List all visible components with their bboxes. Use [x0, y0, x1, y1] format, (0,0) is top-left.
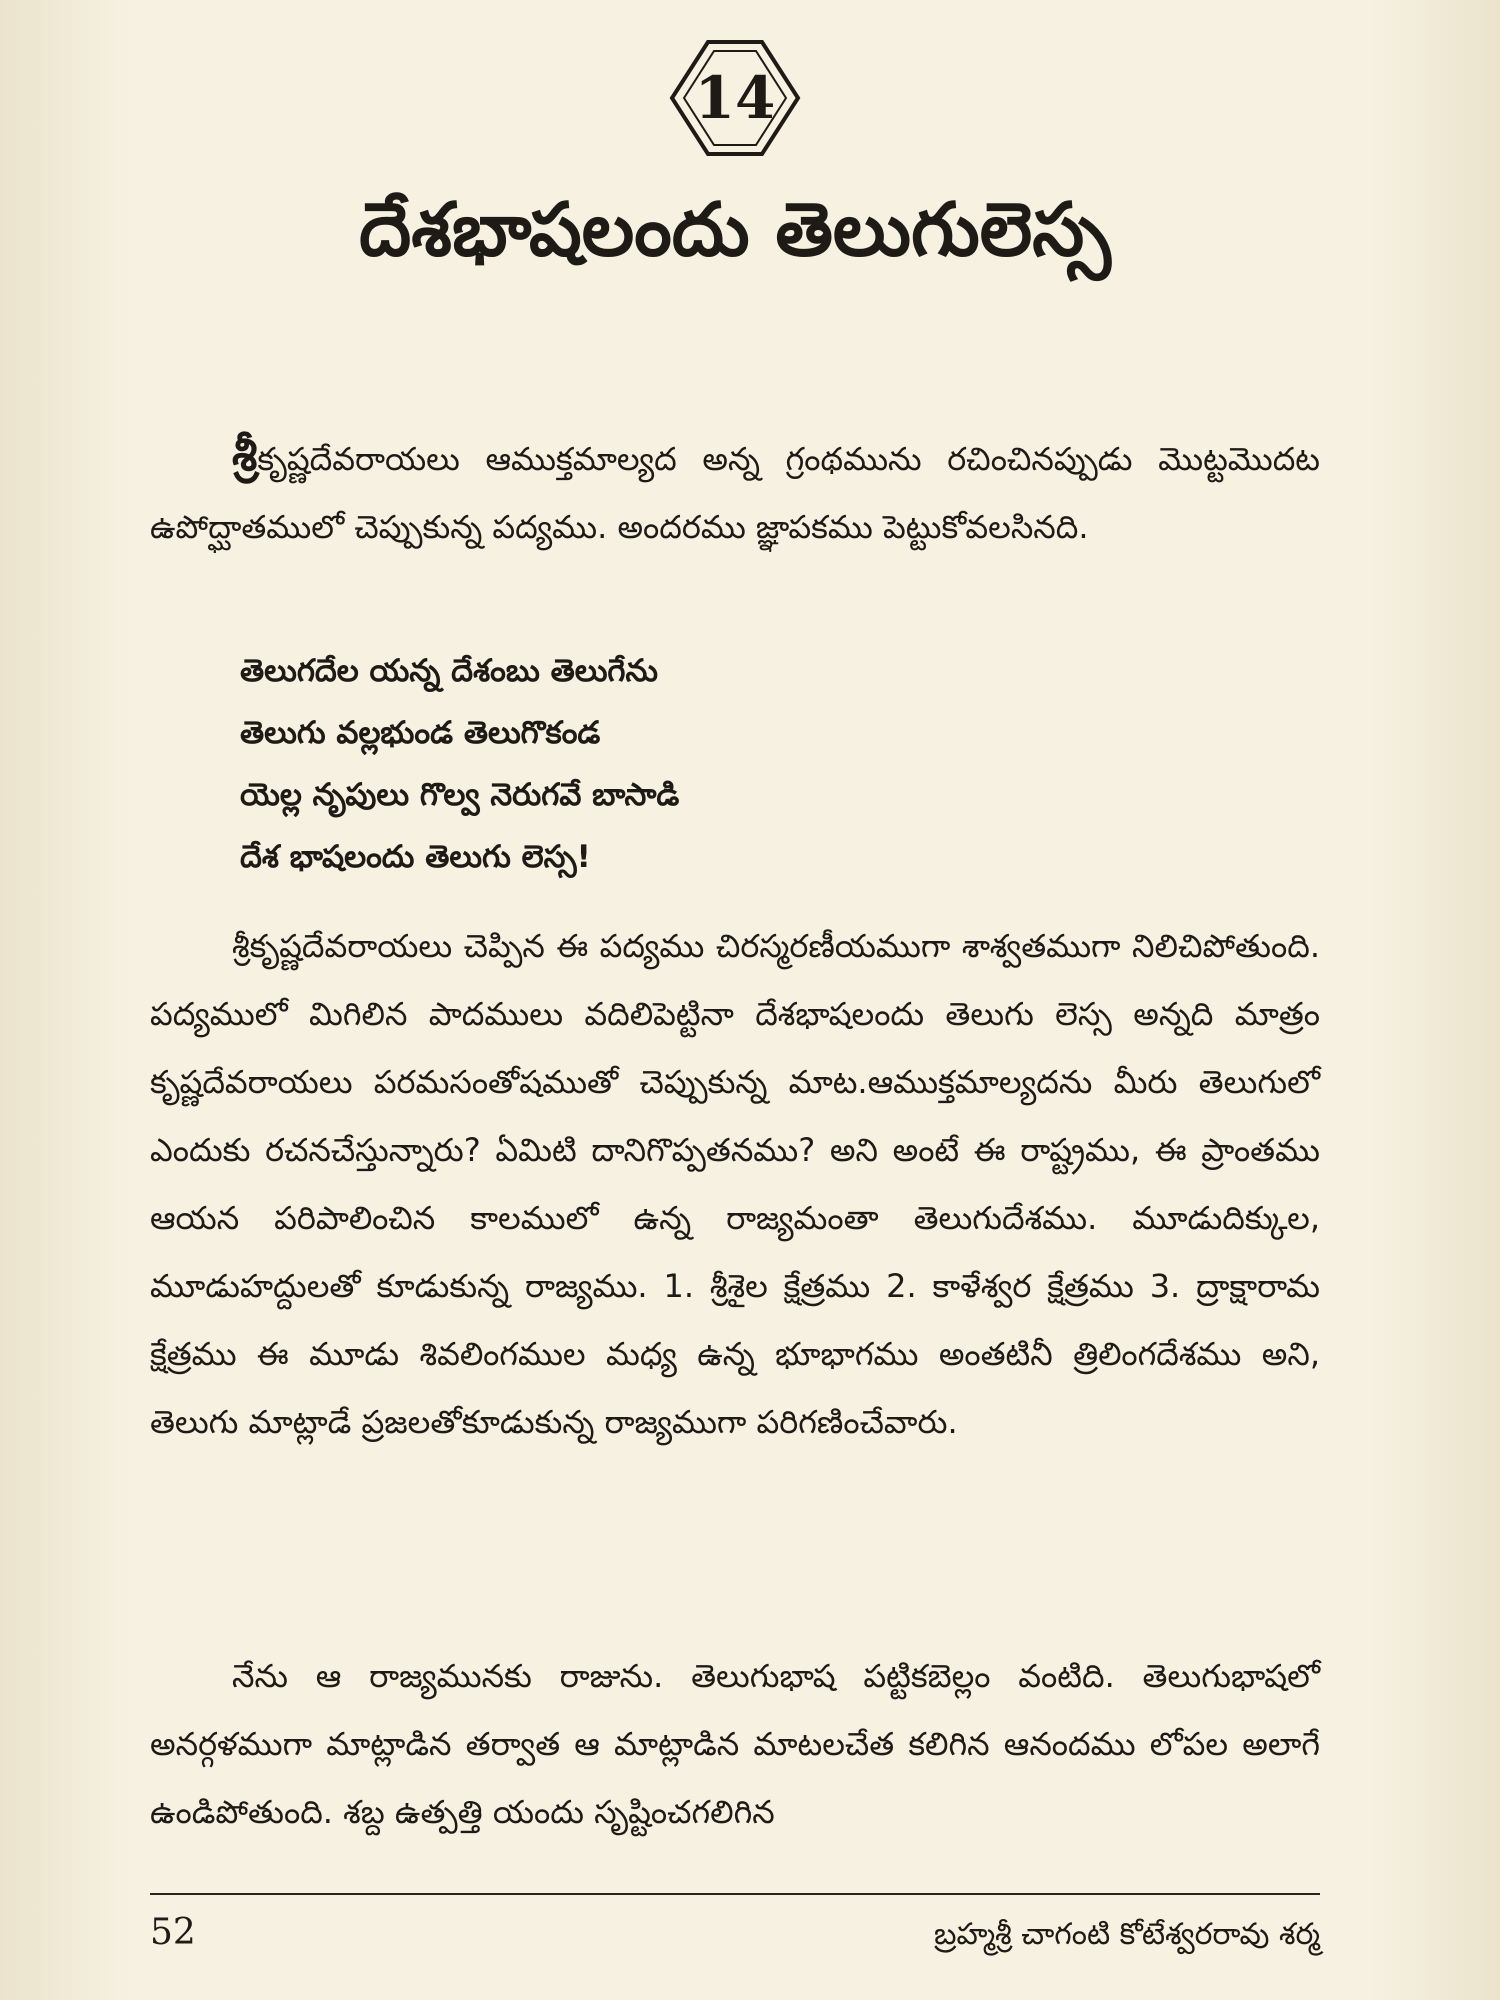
verse-line: తెలుగదేల యన్న దేశంబు తెలుగేను [240, 653, 658, 689]
intro-paragraph [150, 420, 1320, 561]
body-paragraph: నేను ఆ రాజ్యమునకు రాజును. తెలుగుభాష పట్టికబెల్లం వంటిది. తెలుగుభాషలో అనర్గళముగా మాట్లాడిన తర్వాత ఆ మాట్లాడిన మాటలచేత కలిగిన ఆనందము లోపల అలాగే ఉండిపోతుంది. శబ్ద ఉత్పత్తి యందు సృష్టించగలిగిన [150, 1657, 1320, 1831]
running-footer-author: బ్రహ్మశ్రీ చాగంటి కోటేశ్వరరావు శర్మ [934, 1917, 1320, 1952]
footer-divider [150, 1893, 1320, 1895]
book-page [150, 0, 1320, 2000]
verse-line: యెల్ల నృపులు గొల్వ నెరుగవే బాసాడి [240, 777, 680, 813]
dropcap: శ్రీ [232, 427, 258, 481]
scan-edge-right [1370, 0, 1500, 2000]
chapter-title: దేశభాషలందు తెలుగులెస్స [359, 187, 1111, 273]
chapter-number-badge [668, 38, 802, 158]
verse-line: తెలుగు వల్లభుండ తెలుగొకండ [240, 715, 601, 751]
verse-block [240, 640, 1240, 888]
intro-paragraph-text: కృష్ణదేవరాయలు ఆముక్తమాల్యద అన్న గ్రంథమును రచించినప్పుడు మొట్టమొదట ఉపోద్ఘాతములో చెప్పుకున్న పద్యము. అందరము జ్ఞాపకము పెట్టుకోవలసినది. [150, 440, 1320, 546]
verse-line: దేశ భాషలందు తెలుగు లెస్స! [240, 839, 591, 875]
chapter-number: 14 [694, 64, 776, 132]
page-number: 52 [150, 1912, 196, 1953]
body-paragraph: శ్రీకృష్ణదేవరాయలు చెప్పిన ఈ పద్యము చిరస్మరణీయముగా శాశ్వతముగా నిలిచిపోతుంది. పద్యములో మిగిలిన పాదములు వదిలిపెట్టినా దేశభాషలందు తెలుగు లెస్స అన్నది మాత్రం కృష్ణదేవరాయలు పరమసంతోషముతో చెప్పుకున్న మాట.ఆముక్తమాల్యదను మీరు తెలుగులో ఎందుకు రచనచేస్తున్నారు? ఏమిటి దానిగొప్పతనము? అని అంటే ఈ రాష్ట్రము, ఈ ప్రాంతము ఆయన పరిపాలించిన కాలములో ఉన్న రాజ్యమంతా తెలుగుదేశము. మూడుదిక్కుల, మూడుహద్దులతో కూడుకున్న రాజ్యము. 1. శ్రీశైల క్షేత్రము 2. కాళేశ్వర క్షేత్రము 3. ద్రాక్షారామ క్షేత్రము ఈ మూడు శివలింగముల మధ్య ఉన్న భూభాగము అంతటినీ త్రిలింగదేశము అని, తెలుగు మాట్లాడే ప్రజలతోకూడుకున్న రాజ్యముగా పరిగణించేవారు. [150, 927, 1320, 1441]
scan-edge-left [0, 0, 130, 2000]
